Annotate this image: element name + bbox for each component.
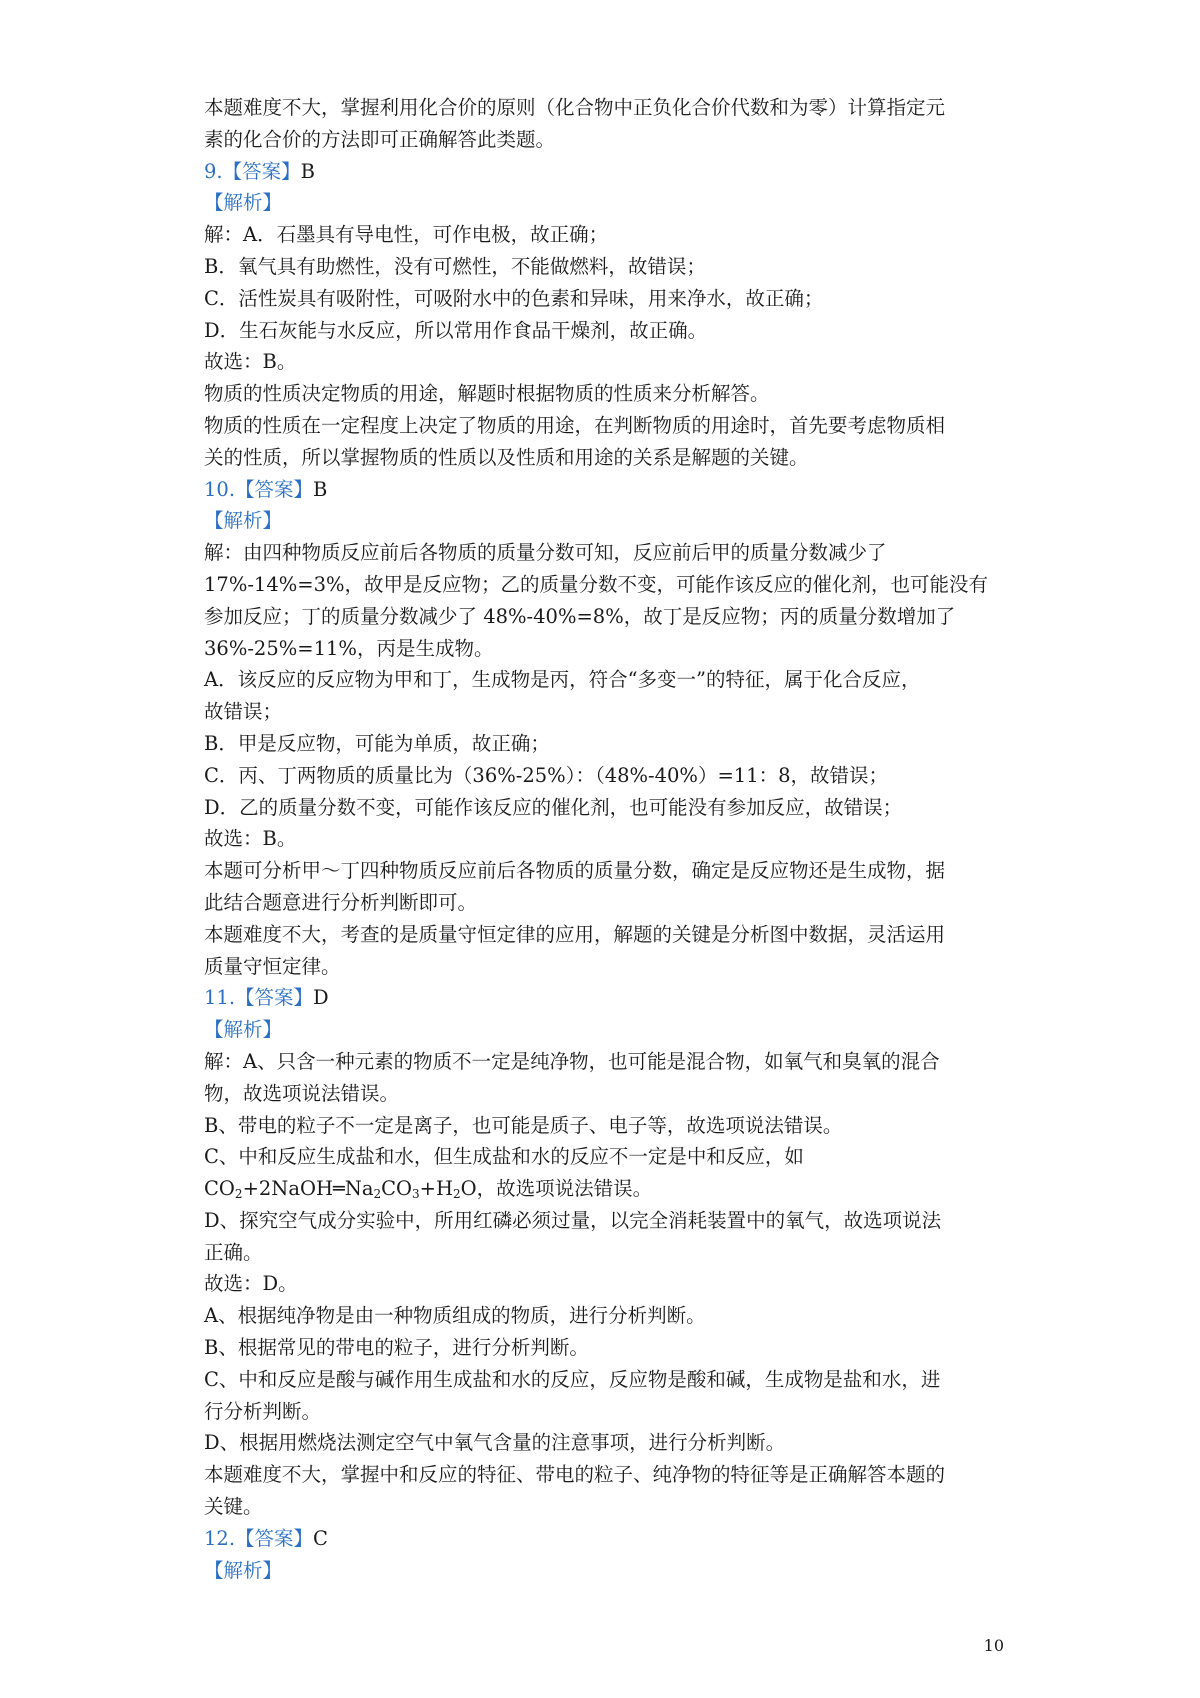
eq-na: Na — [344, 1177, 374, 1201]
eq-tail: ，故选项说法错误。 — [476, 1177, 653, 1201]
answer-value: C — [313, 1526, 328, 1550]
question-number: 10. — [204, 477, 236, 501]
text-line: C、中和反应是酸与碱作用生成盐和水的反应，反应物是酸和碱，生成物是盐和水，进 — [204, 1367, 941, 1391]
question-number: 12. — [204, 1526, 236, 1550]
text-line: 故选：B。 — [204, 827, 297, 851]
text-line: 解：由四种物质反应前后各物质的质量分数可知，反应前后甲的质量分数减少了 — [204, 541, 887, 565]
text-line: C．丙、丁两物质的质量比为（36%-25%）：（48%-40%）=11：8，故错误； — [204, 763, 889, 787]
answer-heading-9 — [204, 156, 1014, 188]
text-line: 本题难度不大，掌握中和反应的特征、带电的粒子、纯净物的特征等是正确解答本题的 — [204, 1463, 946, 1487]
eq-o: O — [460, 1177, 477, 1201]
analysis-label: 【解析】 — [204, 191, 283, 215]
eq-na-subscript: 2 — [373, 1187, 382, 1202]
analysis-label: 【解析】 — [204, 1018, 283, 1042]
answer-label: 【答案】 — [235, 1526, 314, 1550]
text-line: B、带电的粒子不一定是离子，也可能是质子、电子等，故选项说法错误。 — [204, 1113, 843, 1137]
text-line: B．氧气具有助燃性，没有可燃性，不能做燃料，故错误； — [204, 254, 706, 278]
answer-value: B — [300, 159, 315, 183]
text-line: C、中和反应生成盐和水，但生成盐和水的反应不一定是中和反应，如 — [204, 1145, 804, 1169]
text-line: 本题可分析甲～丁四种物质反应前后各物质的质量分数，确定是反应物还是生成物，据 — [204, 859, 946, 883]
text-line: C．活性炭具有吸附性，可吸附水中的色素和异味，用来净水，故正确； — [204, 286, 824, 310]
eq-co3: CO — [381, 1177, 413, 1201]
answer-value: B — [313, 477, 328, 501]
answer-label: 【答案】 — [235, 986, 314, 1010]
analysis-label: 【解析】 — [204, 1558, 283, 1582]
text-line: D．生石灰能与水反应，所以常用作食品干燥剂，故正确。 — [204, 318, 708, 342]
text-line: 关的性质，所以掌握物质的性质以及性质和用途的关系是解题的关键。 — [204, 445, 809, 469]
text-line: D、根据用燃烧法测定空气中氧气含量的注意事项，进行分析判断。 — [204, 1431, 786, 1455]
text-line: D．乙的质量分数不变，可能作该反应的催化剂，也可能没有参加反应，故错误； — [204, 795, 903, 819]
answer-heading-11 — [204, 982, 1014, 1014]
answer-heading-12 — [204, 1523, 1014, 1555]
text-line: 17%-14%=3%，故甲是反应物；乙的质量分数不变，可能作该反应的催化剂，也可能没有 — [204, 572, 989, 596]
text-line: 参加反应；丁的质量分数减少了 48%-40%=8%，故丁是反应物；丙的质量分数增加了 — [204, 604, 956, 628]
text-line: 故选：D。 — [204, 1272, 298, 1296]
text-line: 此结合题意进行分析判断即可。 — [204, 890, 478, 914]
text-line: 物质的性质在一定程度上决定了物质的用途，在判断物质的用途时，首先要考虑物质相 — [204, 413, 946, 437]
text-line: 解：A、只含一种元素的物质不一定是纯净物，也可能是混合物，如氧气和臭氧的混合 — [204, 1049, 940, 1073]
text-line: 故选：B。 — [204, 350, 297, 374]
text-line: D、探究空气成分实验中，所用红磷必须过量，以完全消耗装置中的氧气，故选项说法 — [204, 1208, 942, 1232]
text-line: 质量守恒定律。 — [204, 954, 341, 978]
chemical-equation — [204, 1173, 1014, 1205]
text-line: 36%-25%=11%，丙是生成物。 — [204, 636, 494, 660]
text-line: A．该反应的反应物为甲和丁，生成物是丙，符合“多变一”的特征，属于化合反应， — [204, 668, 921, 692]
analysis-label: 【解析】 — [204, 509, 283, 533]
text-line: B．甲是反应物，可能为单质，故正确； — [204, 731, 550, 755]
eq-co-subscript: 2 — [234, 1187, 243, 1202]
eq-plus-h: +H — [419, 1177, 454, 1201]
eq-co3-subscript: 3 — [412, 1187, 420, 1202]
text-line: 素的化合价的方法即可正确解答此类题。 — [204, 127, 556, 151]
text-line: 故错误； — [204, 700, 283, 724]
text-line: B、根据常见的带电的粒子，进行分析判断。 — [204, 1336, 589, 1360]
text-line: 本题难度不大，考查的是质量守恒定律的应用，解题的关键是分析图中数据，灵活运用 — [204, 922, 946, 946]
document-body — [204, 92, 1014, 1586]
eq-equals-sign: ═ — [333, 1177, 345, 1201]
text-line: 解：A．石墨具有导电性，可作电极，故正确； — [204, 223, 609, 247]
eq-h-subscript: 2 — [453, 1187, 461, 1202]
answer-label: 【答案】 — [235, 477, 314, 501]
eq-co: CO — [204, 1177, 235, 1201]
answer-label: 【答案】 — [222, 159, 301, 183]
page-number: 10 — [983, 1636, 1004, 1655]
text-line: 本题难度不大，掌握利用化合价的原则（化合物中正负化合价代数和为零）计算指定元 — [204, 96, 946, 119]
text-line: 物质的性质决定物质的用途，解题时根据物质的性质来分析解答。 — [204, 382, 770, 406]
eq-plus-naoh: +2NaOH — [242, 1177, 333, 1201]
answer-heading-10 — [204, 474, 1014, 506]
text-line: 行分析判断。 — [204, 1399, 322, 1423]
question-number: 11. — [204, 986, 236, 1010]
text-line: A、根据纯净物是由一种物质组成的物质，进行分析判断。 — [204, 1304, 706, 1328]
text-line: 关键。 — [204, 1495, 263, 1519]
text-line: 正确。 — [204, 1240, 263, 1264]
text-line: 物，故选项说法错误。 — [204, 1081, 400, 1105]
question-number: 9. — [204, 159, 223, 183]
answer-value: D — [313, 986, 329, 1010]
